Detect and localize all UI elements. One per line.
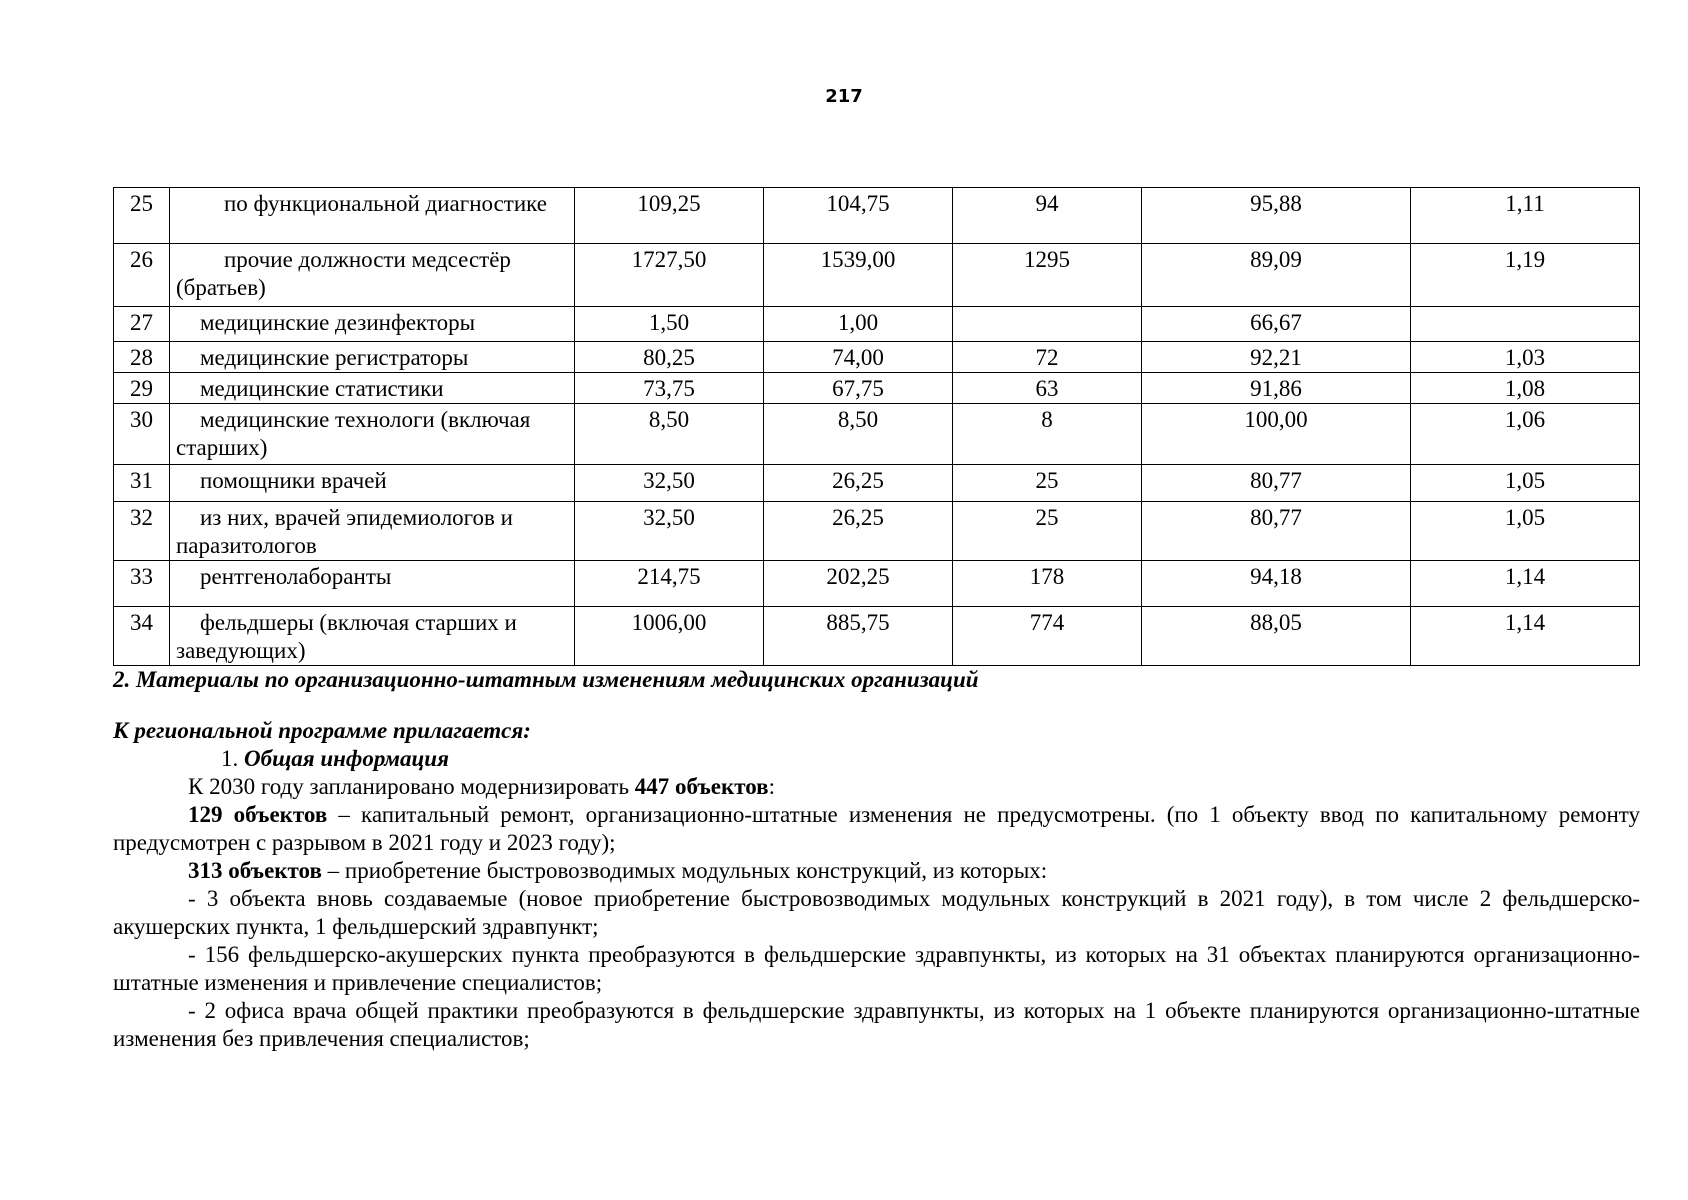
paragraph-plan-count: 447 объектов [634, 774, 769, 799]
row-position-name: фельдшеры (включая старших и заведующих) [170, 607, 575, 666]
paragraph-modular-count: 313 объектов [188, 858, 322, 883]
row-value-2: 8,50 [764, 404, 953, 465]
paragraph-new-objects: - 3 объекта вновь создаваемые (новое приобретение быстровозводимых модульных конструкций в 2021 году), в том числе 2 фельдшерско-акушерских пункта, 1 фельдшерский здравпункт; [113, 886, 1640, 939]
row-value-3: 178 [953, 561, 1142, 607]
attachment-section [113, 717, 1640, 1053]
row-number: 26 [114, 244, 170, 307]
row-value-1: 1006,00 [575, 607, 764, 666]
section2-heading-block [113, 666, 1640, 694]
row-value-1: 1,50 [575, 307, 764, 342]
row-value-5: 1,05 [1411, 502, 1640, 561]
table-row [114, 404, 1640, 465]
row-number: 29 [114, 373, 170, 404]
row-value-5: 1,14 [1411, 561, 1640, 607]
row-value-1: 8,50 [575, 404, 764, 465]
table-row [114, 561, 1640, 607]
row-value-4: 92,21 [1142, 342, 1411, 373]
row-value-1: 73,75 [575, 373, 764, 404]
row-position-name: из них, врачей эпидемиологов и паразитологов [170, 502, 575, 561]
row-value-2: 1539,00 [764, 244, 953, 307]
row-value-4: 88,05 [1142, 607, 1411, 666]
row-value-3: 94 [953, 188, 1142, 244]
row-position-name: прочие должности медсестёр (братьев) [170, 244, 575, 307]
row-value-4: 91,86 [1142, 373, 1411, 404]
row-value-1: 80,25 [575, 342, 764, 373]
staffing-table [113, 187, 1640, 666]
row-value-1: 32,50 [575, 502, 764, 561]
row-value-3: 774 [953, 607, 1142, 666]
paragraph-plan-end: : [768, 774, 775, 799]
row-position-name: по функциональной диагностике [170, 188, 575, 244]
row-value-2: 74,00 [764, 342, 953, 373]
row-value-1: 1727,50 [575, 244, 764, 307]
row-value-5: 1,05 [1411, 465, 1640, 502]
row-value-3: 8 [953, 404, 1142, 465]
row-position-name: медицинские дезинфекторы [170, 307, 575, 342]
paragraph-modular-text: – приобретение быстровозводимых модульных конструкций, из которых: [321, 858, 1048, 883]
row-value-5: 1,08 [1411, 373, 1640, 404]
table-row [114, 373, 1640, 404]
row-value-4: 100,00 [1142, 404, 1411, 465]
table-row [114, 607, 1640, 666]
row-position-name: помощники врачей [170, 465, 575, 502]
paragraph-gp-office-conversion: - 2 офиса врача общей практики преобразуются в фельдшерские здравпункты, из которых на 1 объекте планируются организационно-штатные изменения без привлечения специалистов; [113, 998, 1640, 1051]
row-position-name: медицинские технологи (включая старших) [170, 404, 575, 465]
row-number: 31 [114, 465, 170, 502]
page-number: 217 [825, 86, 863, 107]
row-number: 27 [114, 307, 170, 342]
row-value-4: 89,09 [1142, 244, 1411, 307]
row-number: 30 [114, 404, 170, 465]
paragraph-plan [113, 773, 1640, 801]
row-number: 32 [114, 502, 170, 561]
row-value-3: 1295 [953, 244, 1142, 307]
row-value-4: 95,88 [1142, 188, 1411, 244]
row-value-2: 202,25 [764, 561, 953, 607]
row-value-4: 80,77 [1142, 502, 1411, 561]
paragraph-modular [113, 857, 1640, 885]
row-number: 33 [114, 561, 170, 607]
table-row [114, 465, 1640, 502]
row-value-2: 26,25 [764, 465, 953, 502]
row-value-2: 1,00 [764, 307, 953, 342]
paragraph-fap-conversion: - 156 фельдшерско-акушерских пункта преобразуются в фельдшерские здравпункты, из которых на 31 объектах планируются организационно-штатные изменения и привлечение специалистов; [113, 942, 1640, 995]
table-row [114, 307, 1640, 342]
row-value-3 [953, 307, 1142, 342]
row-value-3: 63 [953, 373, 1142, 404]
row-value-5: 1,14 [1411, 607, 1640, 666]
row-value-3: 72 [953, 342, 1142, 373]
row-value-5 [1411, 307, 1640, 342]
row-value-2: 67,75 [764, 373, 953, 404]
row-value-2: 104,75 [764, 188, 953, 244]
paragraph-repair-text: – капитальный ремонт, организационно-штатные изменения не предусмотрены. (по 1 объекту ввод по капитальному ремонту предусмотрен с разрывом в 2021 году и 2023 году); [113, 802, 1641, 855]
paragraph-repair-count: 129 объектов [188, 802, 328, 827]
row-position-name: рентгенолаборанты [170, 561, 575, 607]
row-value-5: 1,11 [1411, 188, 1640, 244]
row-value-1: 109,25 [575, 188, 764, 244]
row-number: 25 [114, 188, 170, 244]
row-value-4: 94,18 [1142, 561, 1411, 607]
general-info-heading [113, 745, 1640, 773]
table-row [114, 244, 1640, 307]
row-value-1: 32,50 [575, 465, 764, 502]
table-row [114, 188, 1640, 244]
row-value-5: 1,06 [1411, 404, 1640, 465]
row-value-2: 26,25 [764, 502, 953, 561]
row-value-3: 25 [953, 502, 1142, 561]
row-value-2: 885,75 [764, 607, 953, 666]
row-value-3: 25 [953, 465, 1142, 502]
row-position-name: медицинские статистики [170, 373, 575, 404]
row-value-1: 214,75 [575, 561, 764, 607]
general-info-title: Общая информация [244, 746, 449, 771]
table-row [114, 502, 1640, 561]
row-position-name: медицинские регистраторы [170, 342, 575, 373]
general-info-number: 1. [221, 746, 239, 771]
row-number: 28 [114, 342, 170, 373]
row-value-4: 80,77 [1142, 465, 1411, 502]
paragraph-plan-text: К 2030 году запланировано модернизировать [188, 774, 635, 799]
staffing-table-body [114, 188, 1640, 666]
row-value-5: 1,03 [1411, 342, 1640, 373]
row-value-4: 66,67 [1142, 307, 1411, 342]
table-row [114, 342, 1640, 373]
paragraph-repair [113, 801, 1640, 857]
row-number: 34 [114, 607, 170, 666]
attachment-heading: К региональной программе прилагается: [113, 718, 531, 743]
row-value-5: 1,19 [1411, 244, 1640, 307]
section2-heading: 2. Материалы по организационно-штатным изменениям медицинских организаций [113, 667, 979, 692]
